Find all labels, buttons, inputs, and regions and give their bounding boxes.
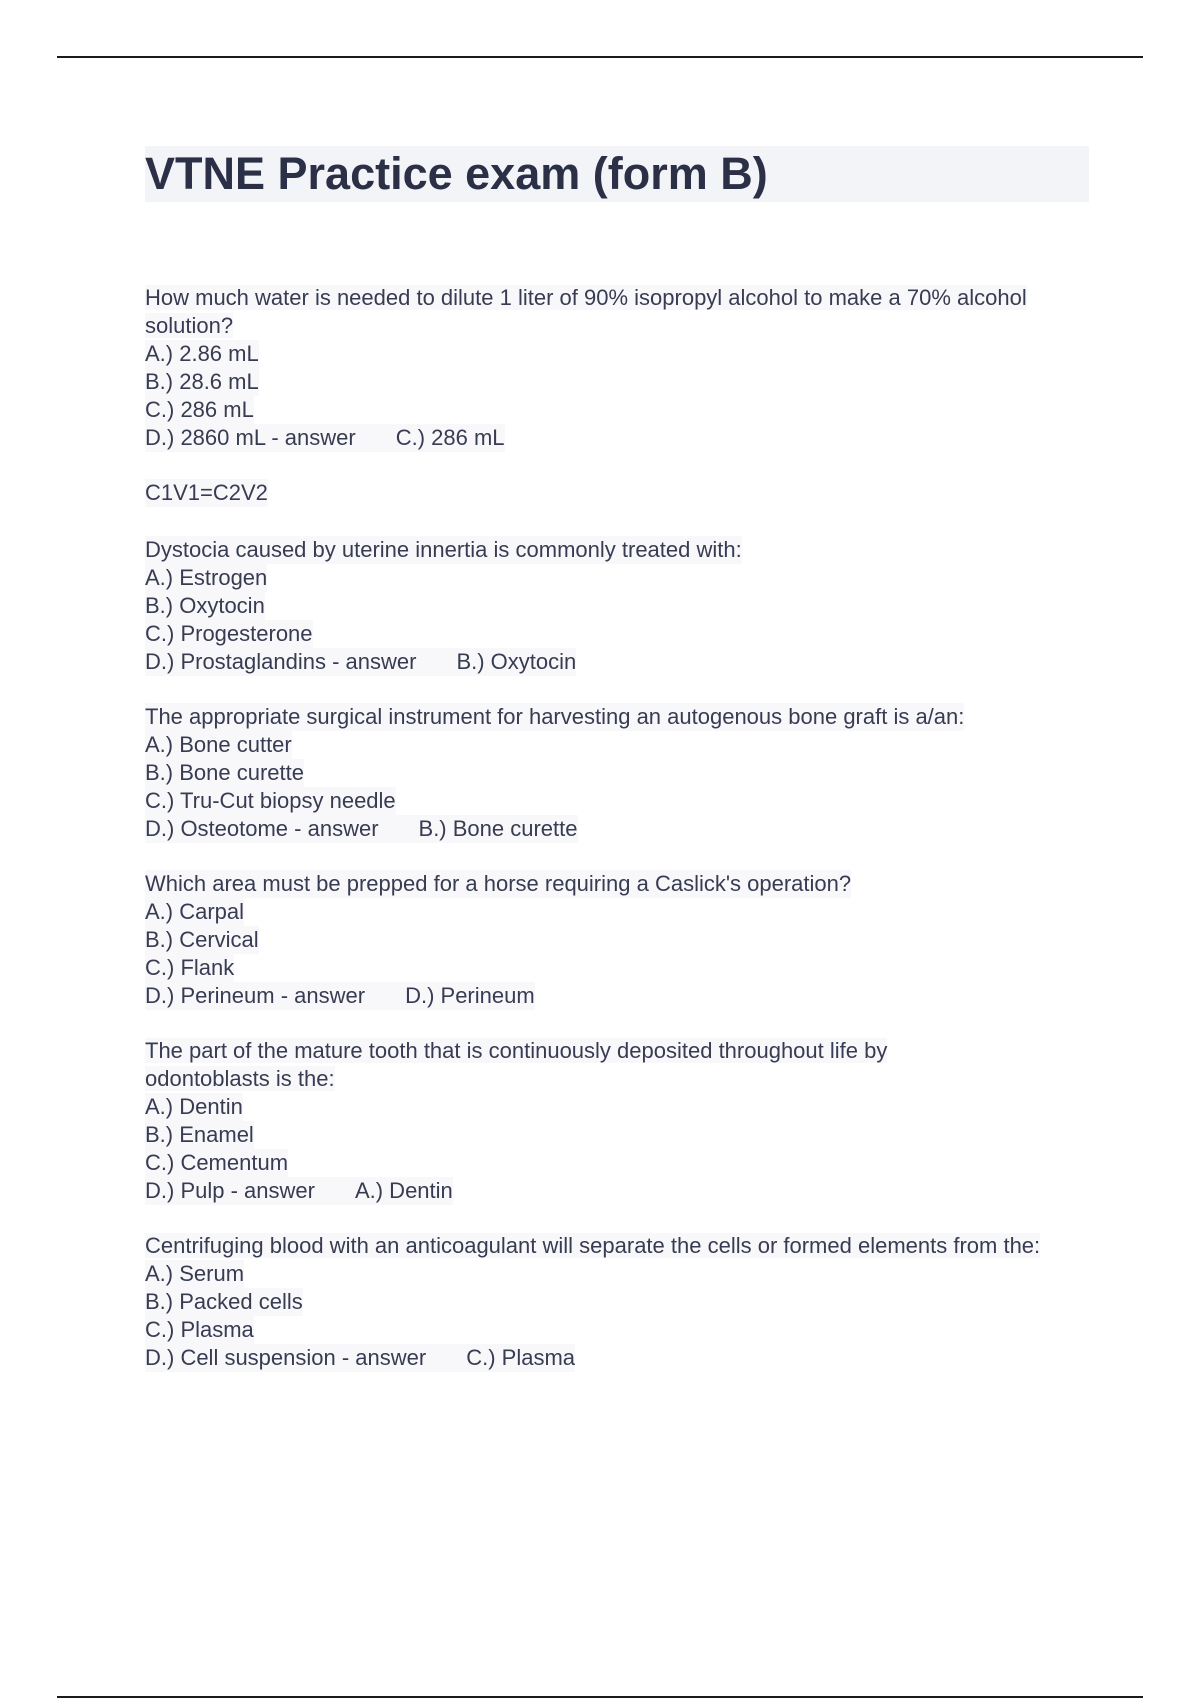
option-a: A.) Estrogen bbox=[145, 565, 268, 590]
correct-answer: A.) Dentin bbox=[354, 1178, 453, 1203]
correct-answer: B.) Oxytocin bbox=[456, 649, 577, 674]
question-block-1 bbox=[145, 284, 1105, 452]
question-block-4 bbox=[145, 870, 1105, 1010]
option-c: C.) Tru-Cut biopsy needle bbox=[145, 788, 396, 813]
option-b: B.) Enamel bbox=[145, 1122, 254, 1147]
correct-answer: C.) Plasma bbox=[466, 1345, 576, 1370]
option-d-answer-line bbox=[145, 815, 578, 843]
option-b: B.) 28.6 mL bbox=[145, 369, 259, 394]
option-c: C.) Cementum bbox=[145, 1150, 289, 1175]
option-b: B.) Cervical bbox=[145, 927, 259, 952]
correct-answer: B.) Bone curette bbox=[418, 816, 578, 841]
option-c: C.) Flank bbox=[145, 955, 235, 980]
option-b: B.) Oxytocin bbox=[145, 593, 265, 618]
question-text: The appropriate surgical instrument for harvesting an autogenous bone graft is a/an: bbox=[145, 704, 965, 729]
option-d: D.) Cell suspension - answer bbox=[145, 1345, 427, 1370]
option-d-answer-line bbox=[145, 424, 505, 452]
option-b: B.) Packed cells bbox=[145, 1289, 303, 1314]
question-list bbox=[145, 284, 1105, 1399]
option-c: C.) Plasma bbox=[145, 1317, 254, 1342]
option-d: D.) Perineum - answer bbox=[145, 983, 366, 1008]
option-c: C.) 286 mL bbox=[145, 397, 254, 422]
option-a: A.) Serum bbox=[145, 1261, 245, 1286]
option-d: D.) Pulp - answer bbox=[145, 1178, 315, 1203]
option-a: A.) Dentin bbox=[145, 1094, 243, 1119]
option-d: D.) Osteotome - answer bbox=[145, 816, 379, 841]
question-text: Which area must be prepped for a horse requiring a Caslick's operation? bbox=[145, 871, 852, 896]
formula-note: C1V1=C2V2 bbox=[145, 480, 268, 505]
question-block-2 bbox=[145, 536, 1105, 676]
correct-answer: C.) 286 mL bbox=[395, 425, 505, 450]
question-block-5 bbox=[145, 1037, 1105, 1205]
option-a: A.) Carpal bbox=[145, 899, 245, 924]
page-title: VTNE Practice exam (form B) bbox=[145, 148, 768, 199]
option-b: B.) Bone curette bbox=[145, 760, 304, 785]
question-text: The part of the mature tooth that is continuously deposited throughout life by odontoblasts is the: bbox=[145, 1038, 888, 1091]
question-text: Centrifuging blood with an anticoagulant will separate the cells or formed elements from the: bbox=[145, 1233, 1041, 1258]
option-d-answer-line bbox=[145, 648, 576, 676]
top-divider bbox=[57, 56, 1143, 58]
question-text: How much water is needed to dilute 1 liter of 90% isopropyl alcohol to make a 70% alcohol solution? bbox=[145, 285, 1027, 338]
option-d: D.) 2860 mL - answer bbox=[145, 425, 356, 450]
question-block-6 bbox=[145, 1232, 1105, 1372]
option-d-answer-line bbox=[145, 982, 535, 1010]
option-d-answer-line bbox=[145, 1177, 453, 1205]
option-d-answer-line bbox=[145, 1344, 575, 1372]
bottom-divider bbox=[57, 1696, 1143, 1698]
question-text: Dystocia caused by uterine innertia is commonly treated with: bbox=[145, 537, 742, 562]
question-block-3 bbox=[145, 703, 1105, 843]
option-d: D.) Prostaglandins - answer bbox=[145, 649, 417, 674]
option-a: A.) 2.86 mL bbox=[145, 341, 259, 366]
option-a: A.) Bone cutter bbox=[145, 732, 292, 757]
correct-answer: D.) Perineum bbox=[405, 983, 535, 1008]
option-c: C.) Progesterone bbox=[145, 621, 313, 646]
